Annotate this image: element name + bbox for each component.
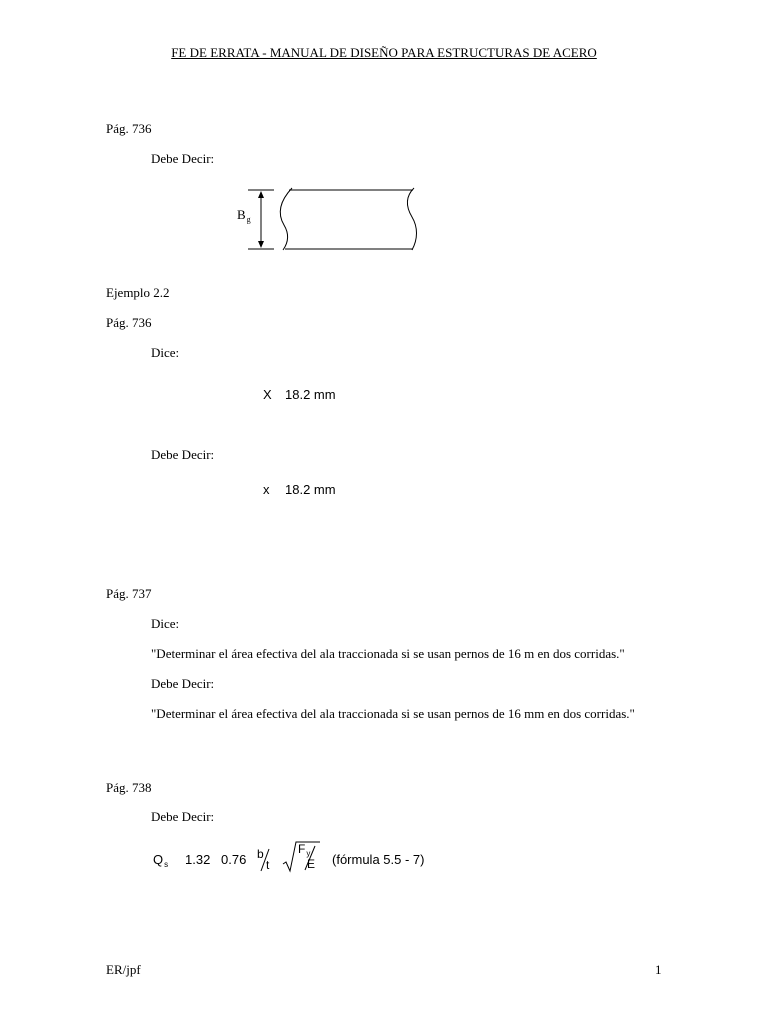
fy-subscript: y: [306, 849, 311, 858]
page-number: 1: [655, 962, 662, 977]
debe-decir-label-4: Debe Decir:: [151, 809, 215, 824]
frac-e: E: [307, 857, 316, 871]
ejemplo-label: Ejemplo 2.2: [106, 285, 170, 300]
coef-2: 0.76: [221, 852, 247, 867]
page-ref-737: Pág. 737: [106, 586, 152, 601]
dice-value: 18.2 mm: [285, 387, 336, 402]
page-ref-736-a: Pág. 736: [106, 121, 152, 136]
flange-diagram: [240, 183, 430, 255]
debe-decir-label-2: Debe Decir:: [151, 447, 215, 462]
debe-value: 18.2 mm: [285, 482, 336, 497]
frac-slash-1: [258, 847, 272, 873]
dice-variable: X: [263, 387, 272, 402]
frac-b: b: [257, 847, 264, 861]
debe-variable: x: [263, 482, 270, 497]
debe-decir-label-1: Debe Decir:: [151, 151, 215, 166]
bg-subscript: g: [246, 215, 251, 224]
dice-label-2: Dice:: [151, 616, 180, 631]
bg-main: B: [237, 207, 246, 222]
frac-t: t: [266, 858, 270, 872]
dice-text: "Determinar el área efectiva del ala traccionada si se usan pernos de 16 m en dos corridas.": [151, 646, 625, 661]
q-subscript: s: [164, 860, 169, 869]
debe-decir-label-3: Debe Decir:: [151, 676, 215, 691]
formula-q: [153, 852, 168, 867]
frac-f: $F_y$: [298, 842, 311, 858]
formula-reference: (fórmula 5.5 - 7): [332, 852, 425, 867]
dice-label-1: Dice:: [151, 345, 180, 360]
q-main: Q: [153, 852, 164, 867]
formula: [150, 838, 450, 874]
coef-1: 1.32: [185, 852, 211, 867]
document-title: FE DE ERRATA - MANUAL DE DISEÑO PARA ESTRUCTURAS DE ACERO: [171, 45, 597, 60]
debe-text: "Determinar el área efectiva del ala traccionada si se usan pernos de 16 mm en dos corridas.": [151, 706, 635, 721]
footer-initials: ER/jpf: [106, 962, 141, 977]
page-ref-736-b: Pág. 736: [106, 315, 152, 330]
page-ref-738: Pág. 738: [106, 780, 152, 795]
